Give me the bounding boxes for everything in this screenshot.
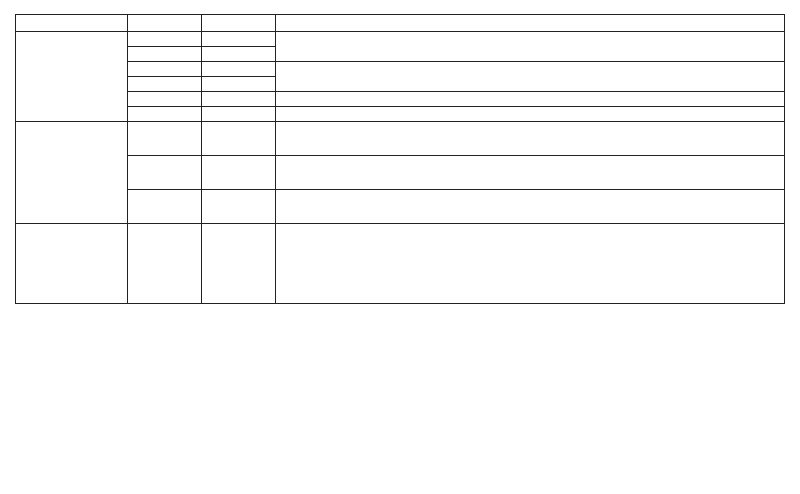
domain-cell [128, 107, 202, 122]
domain-cell [128, 47, 202, 62]
probability-cell [202, 92, 276, 107]
header-term [16, 15, 128, 32]
review-cell [276, 190, 785, 224]
domain-cell [128, 77, 202, 92]
probability-cell [202, 32, 276, 47]
term-cell [16, 32, 128, 122]
table-row [16, 92, 785, 107]
probability-cell [202, 156, 276, 190]
term-cell [16, 224, 128, 304]
table-row [16, 122, 785, 156]
table-row [16, 107, 785, 122]
header-domain [128, 15, 202, 32]
table-row [16, 32, 785, 47]
review-cell [276, 122, 785, 156]
term-cell [16, 122, 128, 224]
probability-cell [202, 77, 276, 92]
table-row [16, 190, 785, 224]
probability-cell [202, 62, 276, 77]
probability-cell [202, 122, 276, 156]
table-row [16, 156, 785, 190]
domain-cell [128, 122, 202, 156]
probability-cell [202, 224, 276, 304]
domain-cell [128, 32, 202, 47]
review-cell [276, 224, 785, 304]
review-cell [276, 32, 785, 62]
review-cell [276, 92, 785, 107]
review-cell [276, 62, 785, 92]
header-reviews [276, 15, 785, 32]
review-cell [276, 107, 785, 122]
probability-cell [202, 107, 276, 122]
header-probability [202, 15, 276, 32]
probability-cell [202, 47, 276, 62]
table-row [16, 62, 785, 77]
domain-cell [128, 156, 202, 190]
domain-cell [128, 62, 202, 77]
table-body [16, 32, 785, 304]
table-header-row [16, 15, 785, 32]
domain-cell [128, 190, 202, 224]
probability-cell [202, 190, 276, 224]
review-cell [276, 156, 785, 190]
domain-cell [128, 224, 202, 304]
domain-cell [128, 92, 202, 107]
domain-commonality-table [15, 14, 785, 304]
table-row [16, 224, 785, 304]
